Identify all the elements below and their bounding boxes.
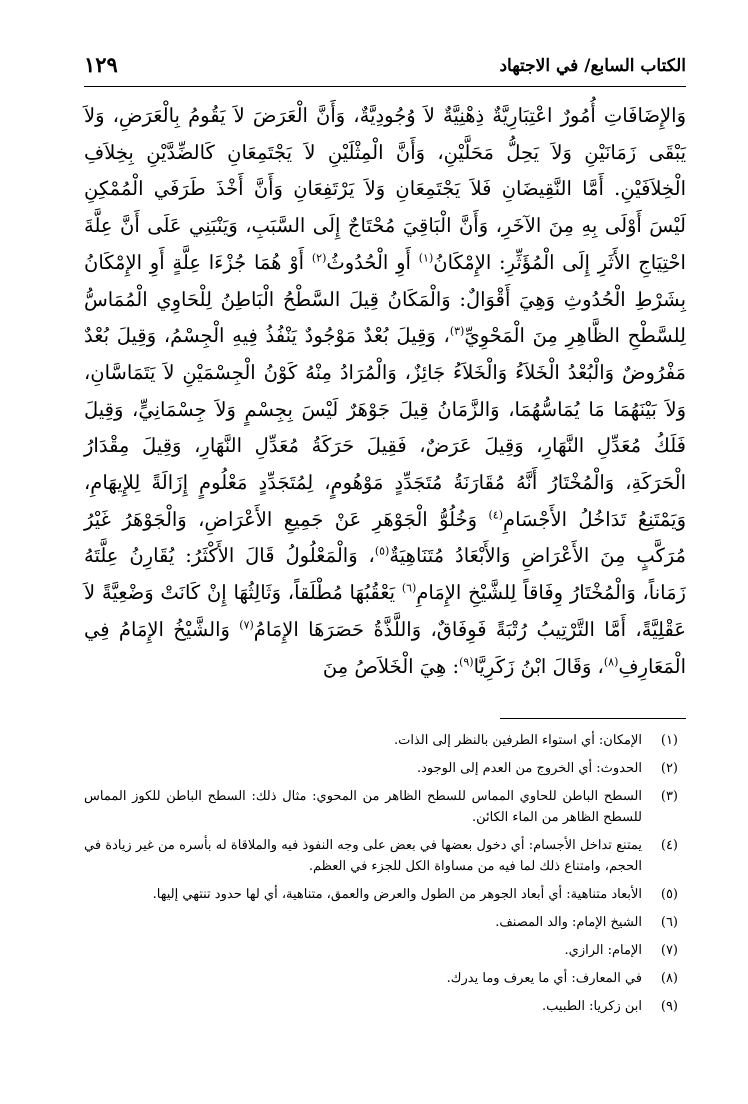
footnote-text: الأبعاد متناهية: أي أبعاد الجوهر من الطول والعرض والعمق، متناهية، أي لها حدود تنتهي إليها. [152, 887, 642, 902]
text-segment: أَوِ الْحُدُوثُ [326, 250, 419, 274]
footnote-number: (٦) [660, 915, 678, 930]
footnote [84, 996, 678, 1017]
footnote [84, 758, 678, 779]
footnote-ref: (٩) [459, 655, 474, 669]
footnote-number: (٣) [660, 789, 678, 804]
footnote-ref: (٦) [401, 581, 417, 595]
footnote [84, 940, 678, 961]
footnote-ref: (٥) [374, 544, 390, 558]
page-header [84, 52, 686, 84]
footnote [84, 968, 678, 989]
footnote-number: (٥) [660, 887, 678, 902]
footnotes [84, 730, 678, 1024]
footnote-text: في المعارف: أي ما يعرف وما يدرك. [446, 971, 642, 986]
footnote-rule [500, 718, 686, 719]
text-segment: وَالإِضَافَاتِ أُمُورٌ اعْتِبَارِيَّةٌ ذِهْنِيَّةٌ لاَ وُجُودِيَّةٌ، وَأَنَّ الْعَرَضَ لاَ يَقُومُ بِالْعَرَضِ، وَلاَ يَبْقَى زَمَانَيْنِ وَلاَ يَحِلُّ مَحَلَّيْنِ، وَأَنَّ الْمِثْلَيْنِ لاَ يَجْتَمِعَانِ كَالضِّدَّيْنِ بِخِلاَفِ الْخِلاَفَيْنِ. أَمَّا النَّقِيضَانِ فَلاَ يَجْتَمِعَانِ وَلاَ يَرْتَفِعَانِ وَأَنَّ أَخْذَ طَرَفَي الْمُمْكِنِ لَيْسَ أَوْلَى بِهِ مِنَ الآخَرِ، وَأَنَّ الْبَاقِيَ مُحْتَاجٌ إِلَى السَّبَبِ، وَيَنْبَنِي عَلَى أَنَّ عِلَّةَ احْتِيَاجِ الأَثَرِ إِلَى الْمُؤَثِّرِ: الإِمْكَانُ [84, 104, 686, 274]
footnote-text: الإمام: الرازي. [564, 943, 642, 958]
text-segment: : هِيَ الْخَلاَصُ مِنَ [322, 654, 460, 678]
main-text [84, 98, 686, 685]
footnote [84, 730, 678, 751]
page-number: ١٢٩ [84, 52, 118, 77]
footnote-ref: (٣) [449, 324, 465, 338]
footnote-ref: (٨) [603, 655, 619, 669]
footnote [84, 912, 678, 933]
footnote-text: الشيخ الإمام: والد المصنف. [495, 915, 642, 930]
footnote [84, 835, 678, 877]
footnote-number: (٤) [660, 838, 678, 853]
footnote-text: الإمكان: أي استواء الطرفين بالنظر إلى الذات. [393, 733, 642, 748]
main-paragraph [84, 98, 686, 685]
footnote-number: (٩) [660, 999, 678, 1014]
footnote [84, 786, 678, 828]
text-segment: وَخُلُوُّ الْجَوْهَرِ عَنْ جَمِيعِ الأَعْرَاضِ، وَالْجَوْهَرُ غَيْرُ مُرَكَّبٍ مِنَ الأَعْرَاضِ وَالأَبْعَادُ مُتَنَاهِيَةٌ [84, 507, 686, 568]
footnote-text: الحدوث: أي الخروج من العدم إلى الوجود. [416, 761, 642, 776]
text-segment: يَعْقُبُهَا مُطْلَقاً، وَثَالِثُهَا إِنْ كَانَتْ وَضْعِيَّةً لاَ عَقْلِيَّةً، أَمَّا التَّرْتِيبُ رُتْبَةً فَوِفَاقٌ، وَاللَّذَّةُ حَصَرَهَا الإِمَامُ [84, 581, 687, 641]
running-title: الكتاب السابع/ في الاجتهاد [499, 56, 686, 76]
header-rule [84, 86, 686, 87]
text-segment: ، وَقِيلَ بُعْدٌ مَوْجُودٌ يَنْفُذُ فِيهِ الْجِسْمُ، وَقِيلَ بُعْدٌ مَفْرُوضٌ وَالْبُعْدُ الْخَلاَءُ وَالْخَلاَءُ جَائِزٌ، وَالْمُرَادُ مِنْهُ كَوْنُ الْجِسْمَيْنِ لاَ يَتَمَاسَّانِ، وَلاَ بَيْنَهُمَا مَا يُمَاسُّهُمَا، وَالزَّمَانُ قِيلَ جَوْهَرٌ لَيْسَ بِجِسْمٍ وَلاَ جِسْمَانِيٍّ، وَقِيلَ فَلَكُ مُعَدِّلِ النَّهَارِ، وَقِيلَ عَرَضٌ، فَقِيلَ حَرَكَةُ مُعَدِّلِ النَّهَارِ، وَقِيلَ مِقْدَارُ الْحَرَكَةِ، وَالْمُخْتَارُ أَنَّهُ مُقَارَنَةُ مُتَجَدِّدٍ مَوْهُومٍ، لِمُتَجَدِّدٍ مَعْلُومٍ إِزَالَةً لِلإِيهَامِ، وَيَمْتَنِعُ تَدَاخُلُ الأَجْسَامِ [84, 324, 687, 531]
text-segment: ، وَقَالَ ابْنُ زَكَرِيَّا [473, 654, 604, 678]
footnote-text: السطح الباطن للحاوي المماس للسطح الظاهر من المحوي: مثال ذلك: السطح الباطن للكوز المماس للسطح الظاهر من الماء الكائن. [84, 789, 642, 825]
footnote-ref: (٤) [488, 508, 504, 522]
text-segment: ، وَالْمَعْلُولُ قَالَ الأَكْثَرُ: يُقَارِنُ عِلَّتَهُ زَمَاناً، وَالْمُخْتَارُ وِفَاقاً لِلشَّيْخِ الإِمَامِ [84, 544, 686, 605]
footnote-number: (٧) [660, 943, 678, 958]
footnote-ref: (١) [418, 251, 434, 265]
footnote-ref: (٢) [311, 251, 327, 265]
footnote-text: يمتنع تداخل الأجسام: أي دخول بعضها في بعض على وجه النفوذ فيه والملاقاة له بأسره من غير زيادة في الحجم، وامتناع ذلك لما فيه من مساواة الكل للجزء في العظم. [84, 838, 642, 874]
text-segment: أَوْ هُمَا جُزْءَا عِلَّةٍ أَوِ الإِمْكَانُ بِشَرْطِ الْحُدُوثِ وَهِيَ أَقْوَالٌ: وَالْمَكَانُ قِيلَ السَّطْحُ الْبَاطِنُ لِلْحَاوِي الْمُمَاسُّ لِلسَّطْحِ الظَّاهِرِ مِنَ الْمَحْوِيِّ [84, 250, 686, 348]
footnote-number: (٨) [660, 971, 678, 986]
footnote-text: ابن زكريا: الطبيب. [542, 999, 642, 1014]
footnote-number: (٢) [660, 761, 678, 776]
footnote-ref: (٧) [239, 618, 254, 632]
footnote [84, 884, 678, 905]
text-segment: وَالشَّيْخُ الإِمَامُ فِي الْمَعَارِفِ [84, 617, 686, 678]
footnote-number: (١) [660, 733, 678, 748]
